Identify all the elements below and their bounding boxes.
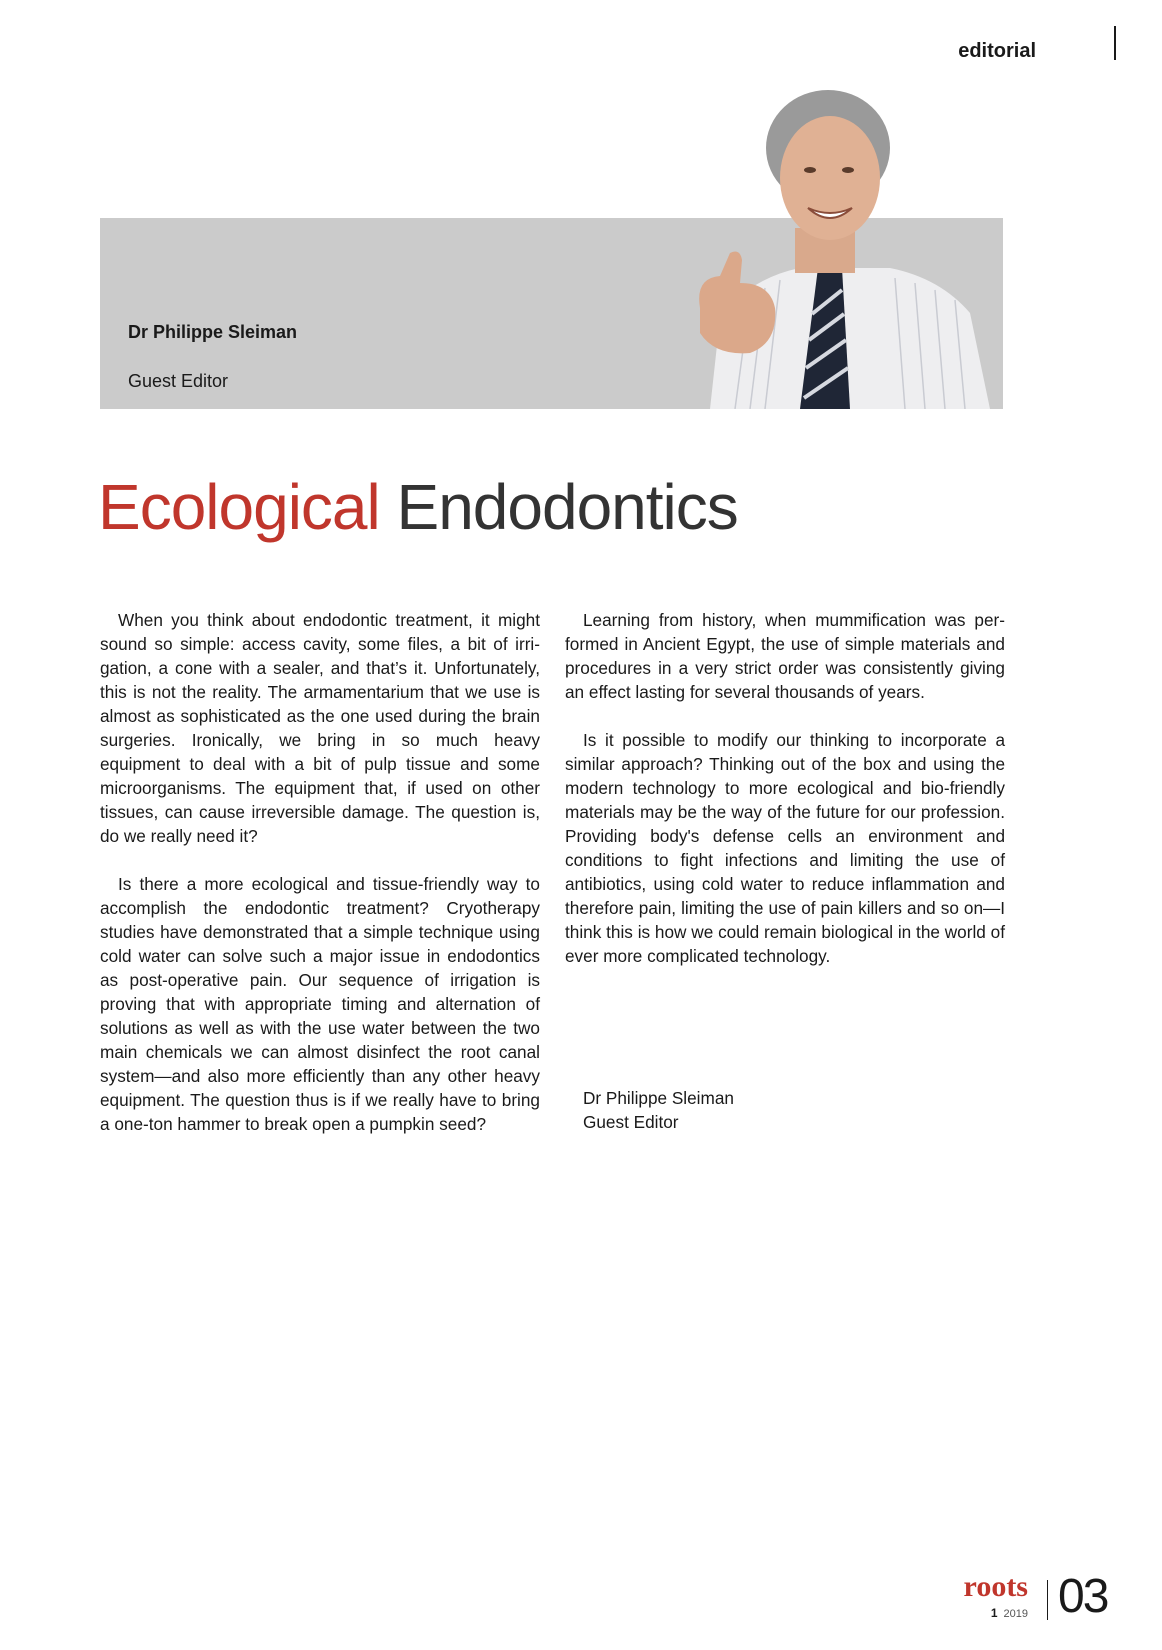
article-paragraph: Is it possible to modify our thinking to incorporate a similar approach? Thinking out of the box and using the modern technology to more ecological and bio-friendly materials may be the way of the future for our profession. Providing body's defense cells an environment and conditions to fight infections and limiting the use of antibiotics, using cold water to reduce inflammation and therefore pain, limiting the use of pain killers and so on—I think this is how we could remain biological in the world of ever more complicated technology.	[565, 730, 1005, 966]
signature-name: Dr Philippe Sleiman	[583, 1088, 734, 1108]
article-paragraph: Is there a more ecological and tissue-friendly way to accomplish the endodontic treatment? Cryotherapy studies have demonstrated that a simple technique using cold water can solve such a major issue in endodontics as post-operative pain. Our sequence of irrigation is proving that with appropriate timing and alternation of solutions as well as with the use water between the two main chemicals we can almost disinfect the root canal system—and also more efficiently than any other heavy equipment. The question thus is if we really have to bring a one-ton hammer to break open a pumpkin seed?	[100, 874, 540, 1134]
title-accent-word: Ecological	[98, 471, 380, 543]
issue-year: 2019	[1003, 1608, 1028, 1620]
signature	[583, 1086, 734, 1134]
issue-number: 1	[990, 1606, 998, 1620]
issue-info	[958, 1606, 1028, 1620]
page-number: 03	[1058, 1570, 1108, 1623]
journal-logo: roots	[963, 1570, 1028, 1603]
article-paragraph: When you think about endodontic treatment, it might sound so simple: access cavity, some files, a bit of irrigation, a cone with a sealer, and that’s it. Unfortunately, this is not the reality. The armamentarium that we use is almost as sophisticated as the one used during the brain surgeries. Ironically, we bring in so much heavy equipment to deal with a bit of pulp tissue and some microorganisms. The equipment that, if used on other tissues, can cause irreversible damage. The question is, do we really need it?	[100, 610, 540, 846]
author-name: Dr Philippe Sleiman	[128, 322, 298, 342]
section-label: editorial	[958, 40, 1036, 62]
author-portrait	[690, 78, 1003, 409]
footer-divider	[1047, 1580, 1048, 1620]
article-title	[98, 470, 738, 544]
header-divider	[1114, 26, 1116, 60]
author-role: Guest Editor	[128, 371, 229, 391]
article-column-right	[565, 608, 1005, 992]
article-paragraph: Learning from history, when mummification was performed in Ancient Egypt, the use of simple materials and procedures in a very strict order was consistently giving an effect lasting for several thousands of years.	[565, 610, 1005, 702]
article-column-left	[100, 608, 540, 1160]
signature-role: Guest Editor	[583, 1112, 679, 1132]
title-main-word: Endodontics	[396, 471, 738, 543]
